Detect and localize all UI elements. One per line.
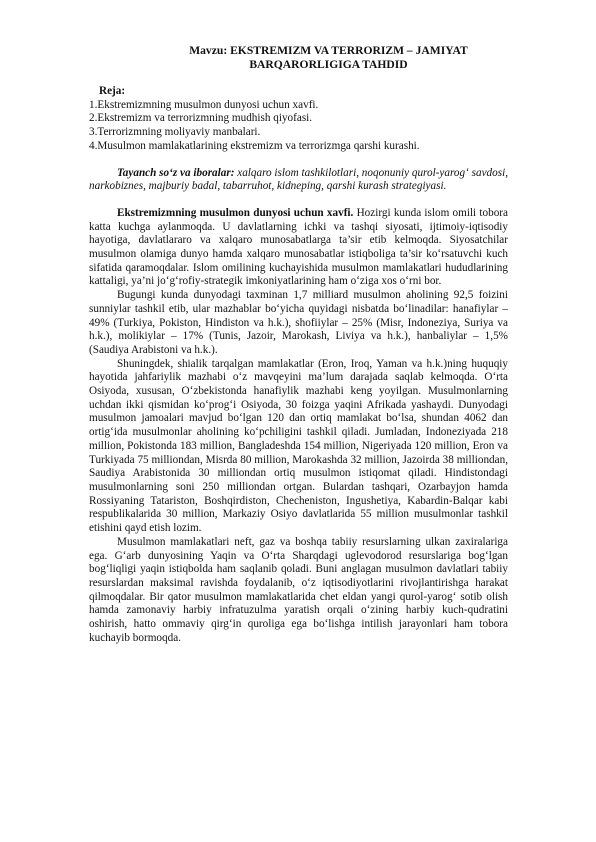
plan-list	[89, 99, 508, 154]
keywords-paragraph	[89, 167, 508, 194]
document-page	[89, 44, 508, 645]
title-line-2: BARQARORLIGIGA TAHDID	[249, 58, 408, 71]
body-paragraph-4	[89, 536, 508, 646]
plan-item: 1.Ekstremizmning musulmon dunyosi uchun xavfi.	[89, 98, 319, 111]
body-paragraph-3	[89, 358, 508, 536]
title-line-1: Mavzu: EKSTREMIZM VA TERRORIZM – JAMIYAT	[189, 44, 468, 57]
body-paragraph-2	[89, 289, 508, 358]
body-paragraph-1	[89, 207, 508, 289]
keywords-label: Tayanch so‘z va iboralar:	[117, 166, 235, 179]
section-lead: Ekstremizmning musulmon dunyosi uchun xavfi.	[117, 206, 354, 219]
plan-item: 2.Ekstremizm va terrorizmning mudhish qiyofasi.	[89, 112, 313, 125]
paragraph-text: Bugungi kunda dunyodagi taxminan 1,7 milliard musulmon aholining 92,5 foizini sunniylar tashkil etib, ular mazhablar bo‘yicha quyidagi nisbatda bo‘linadilar: hanafiylar – 49% (Turkiya, Pokiston, Hindiston va h.k.), shofiiylar – 25% (Misr, Indoneziya, Suriya va h.k.), molikiylar – 17% (Tunis, Jazoir, Marokash, Liviya va h.k.), hanbaliylar – 1,5% (Saudiya Arabistoni va h.k.).	[89, 289, 508, 356]
plan-heading: Reja:	[99, 85, 126, 97]
paragraph-text: Musulmon mamlakatlari neft, gaz va boshqa tabiiy resurslarning ulkan zaxiralariga ega. G‘arb dunyosining Yaqin va O‘rta Sharqdagi uglevodorod resurslariga bog‘lgan bog‘liqligi yaqin istiqbolda ham saqlanib qoladi. Buni anglagan musulmon davlatlari tabiiy resurslardan maksimal ravishda foydalanib, o‘z iqtisodiyotlarini rivojlantirishga harakat qilmoqdalar. Bir qator musulmon mamlakatlarida chet eldan yangi qurol-yarog‘ sotib olish hamda zamonaviy harbiy infratuzulma yaratish orqali o‘zining harbiy kuch-qudratini oshirish, hatto ommaviy qirg‘in quroliga ega bo‘lishga intilish jarayonlari ham tobora kuchayib bormoqda.	[89, 535, 508, 644]
plan-item: 4.Musulmon mamlakatlarining ekstremizm va terrorizmga qarshi kurashi.	[89, 139, 420, 152]
plan-item: 3.Terrorizmning moliyaviy manbalari.	[89, 126, 261, 139]
page-title	[89, 44, 508, 72]
paragraph-text: Shuningdek, shialik tarqalgan mamlakatlar (Eron, Iroq, Yaman va h.k.)ning huquqiy hayotida jahfariylik mazhabi o‘z mavqeyini ma’lum darajada saqlab kelmoqda. O‘rta Osiyoda, xususan, O‘zbekistonda hanafiylik mazhabi keng yoyilgan. Musulmonlarning uchdan ikki qismidan ko‘prog‘i Osiyoda, 30 foizga yaqini Afrikada yashaydi. Dunyodagi musulmon jamoalari mavjud bo‘lgan 120 dan ortiq mamlakat bo‘lsa, shundan 4062 dan ortig‘ida musulmonlar aholining ko‘pchiligini tashkil qiladi. Jumladan, Indoneziyada 218 million, Pokistonda 183 million, Bangladeshda 154 million, Nigeriyada 120 million, Eron va Turkiyada 75 milliondan, Misrda 80 million, Marokashda 32 million, Jazoirda 38 milliondan, Saudiya Arabistonida 30 milliondan ortiq musulmon istiqomat qiladi. Hindistondagi musulmonlarning soni 250 milliondan ortgan. Bulardan tashqari, Ozarbayjon hamda Rossiyaning Tatariston, Boshqirdiston, Checheniston, Ingushetiya, Kabardin-Balqar kabi respublikalarida 30 million, Markaziy Osiyo davlatlarida 55 million musulmonlar tashkil etishini qayd etish lozim.	[89, 357, 508, 535]
keywords-text: xalqaro islom tashkilotlari, noqonuniy qurol-yarog‘ savdosi, narkobiznes, majburiy badal, tabarruhot, kidneping, qarshi kurash strategiyasi.	[89, 166, 508, 193]
paragraph-text: Hozirgi kunda islom omili tobora katta kuchga aylanmoqda. U davlatlarning ichki va tashqi siyosati, ijtimoiy-iqtisodiy hayotiga, davlatlararo va xalqaro munosabatlarga ta’sir etib kelmoqda. Siyosatchilar musulmon olamiga dunyo hamda xalqaro munosabatlar istiqboliga ta’sir ko‘rsatuvchi kuch sifatida qaramoqdalar. Islom omilining kuchayishida musulmon mamlakatlari hududlarining kattaligi, ya’ni jo‘g‘rofiy-strategik imkoniyatlarining ham o‘ziga xos o‘rni bor.	[89, 206, 508, 288]
